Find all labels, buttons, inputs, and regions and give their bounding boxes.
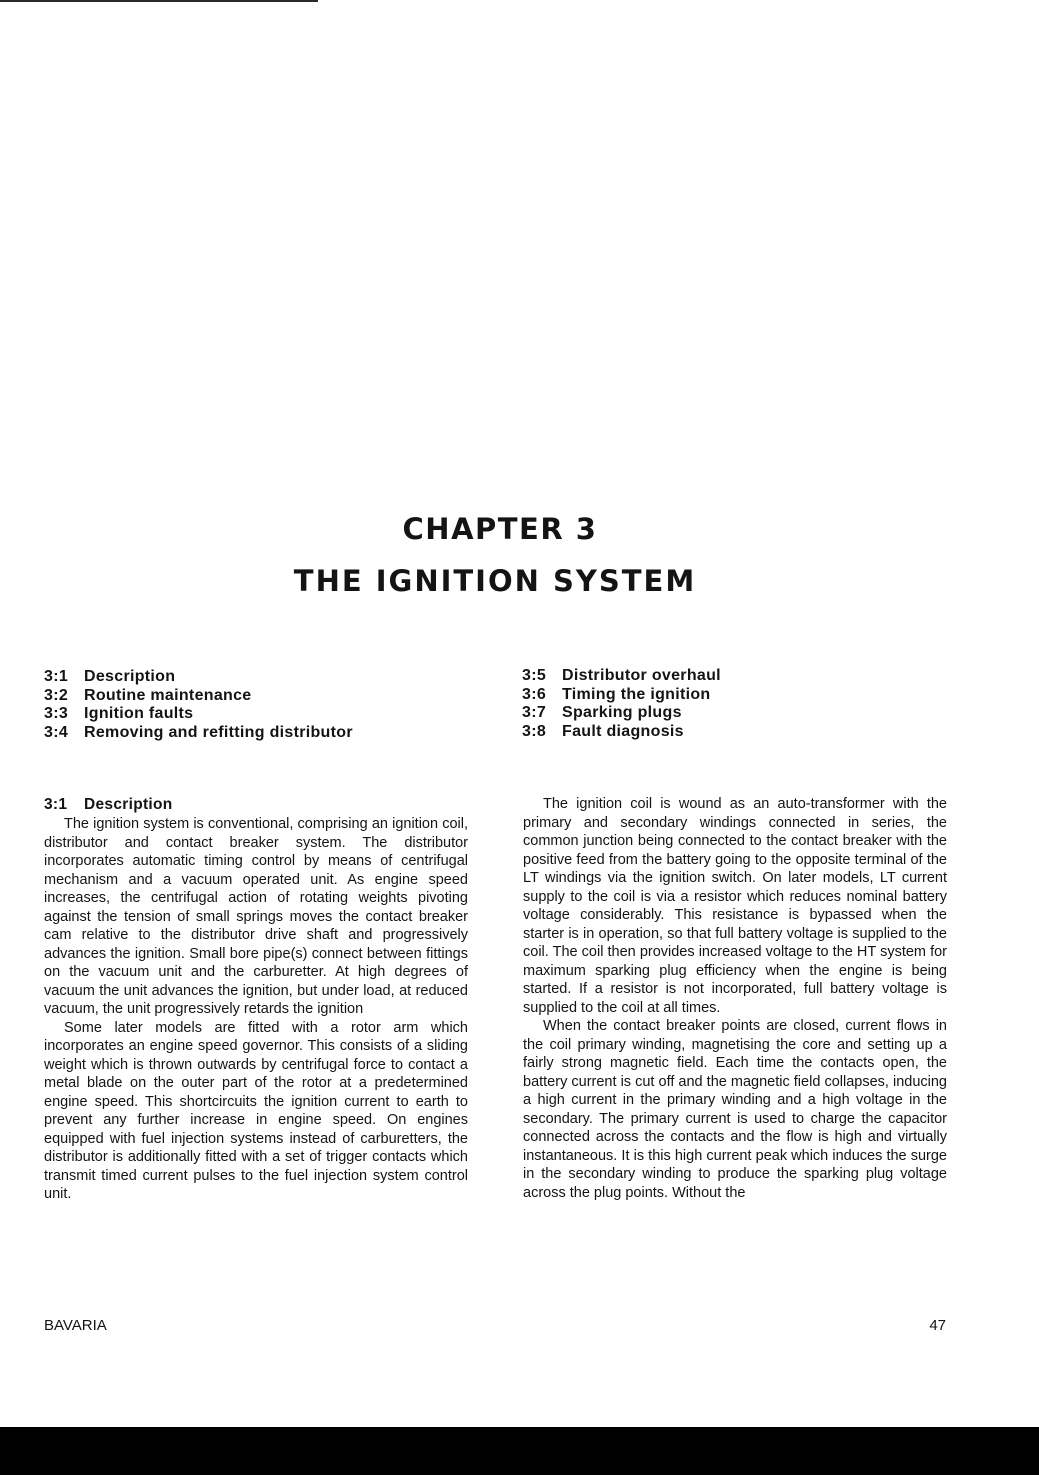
section-title: Description	[84, 796, 173, 813]
top-rule	[0, 0, 318, 2]
body-paragraph: When the contact breaker points are closed, current flows in the coil primary winding, magnetising the core and setting up a fairly strong magnetic field. Each time the contacts open, the battery current is cut off and the magnetic field collapses, inducing a high current in the primary winding and a high voltage in the secondary. The primary current is used to charge the capacitor connected across the contacts and the flow is high and virtually instantaneous. It is this high current peak which induces the surge in the secondary winding to produce the sparking plug voltage across the plug points. Without the	[523, 1018, 947, 1201]
contents-item-label: Ignition faults	[84, 705, 194, 722]
contents-item	[522, 704, 721, 723]
contents-item-label: Distributor overhaul	[562, 667, 721, 684]
section-heading	[44, 795, 468, 815]
contents-list-right	[522, 667, 721, 741]
chapter-number: CHAPTER 3	[402, 512, 598, 546]
contents-item-number: 3:4	[44, 723, 69, 741]
contents-item	[44, 668, 353, 687]
chapter-title: THE IGNITION SYSTEM	[293, 564, 697, 598]
contents-item-number: 3:8	[522, 722, 547, 740]
contents-item	[44, 687, 353, 706]
scan-edge-bar	[0, 1427, 1039, 1475]
text-column-right	[523, 795, 947, 1202]
body-paragraph: The ignition system is conventional, comprising an ignition coil, distributor and contact breaker system. The distributor incorporates automatic timing control by means of centrifugal mechanism and a vacuum operated unit. As engine speed increases, the centrifugal action of rotating weights pivoting against the tension of small springs moves the contact breaker cam relative to the distributor drive shaft and progressively advances the ignition. Small bore pipe(s) connect between fittings on the vacuum unit and the carburetter. At high degrees of vacuum the unit advances the ignition, but under load, at reduced vacuum, the unit progressively retards the ignition	[44, 816, 468, 1017]
footer-book-title: BAVARIA	[44, 1317, 107, 1334]
contents-item	[522, 667, 721, 686]
contents-item-number: 3:6	[522, 685, 547, 703]
contents-item	[522, 723, 721, 742]
page-number: 47	[929, 1317, 946, 1334]
contents-list-left	[44, 668, 353, 742]
contents-item-label: Timing the ignition	[562, 685, 711, 703]
body-paragraph: The ignition coil is wound as an auto-transformer with the primary and secondary windings connected in series, the common junction being connected to the contact breaker with the positive feed from the battery going to the opposite terminal of the LT windings via the ignition switch. On later models, LT current supply to the coil is via a resistor which reduces nominal battery voltage considerably. This resistance is bypassed when the starter is in operation, so that full battery voltage is supplied to the coil. The coil then provides increased voltage to the HT system for maximum sparking plug efficiency when the engine is being started. If a resistor is not incorporated, full battery voltage is supplied to the coil at all times.	[523, 796, 947, 1016]
contents-item	[44, 724, 353, 743]
contents-item-label: Removing and refitting distributor	[84, 723, 353, 741]
contents-item-number: 3:5	[522, 667, 547, 684]
contents-item-number: 3:3	[44, 705, 69, 722]
contents-item-number: 3:7	[522, 704, 547, 721]
contents-item-number: 3:1	[44, 668, 69, 685]
body-paragraph: Some later models are fitted with a rotor arm which incorporates an engine speed governor. This consists of a sliding weight which is thrown outwards by centrifugal force to contact a metal blade on the outer part of the rotor at a predetermined engine speed. This shortcircuits the ignition current to earth to prevent any further increase in engine speed. On engines equipped with fuel injection systems instead of carburetters, the distributor is additionally fitted with a set of trigger contacts which transmit timed current pulses to the fuel injection system control unit.	[44, 1019, 468, 1202]
contents-item-number: 3:2	[44, 686, 69, 704]
section-number: 3:1	[44, 796, 68, 813]
text-column-left	[44, 795, 468, 1204]
contents-item-label: Routine maintenance	[84, 686, 252, 704]
contents-item-label: Fault diagnosis	[562, 722, 684, 740]
contents-item-label: Description	[84, 668, 176, 685]
contents-item-label: Sparking plugs	[562, 704, 682, 721]
contents-item	[522, 686, 721, 705]
contents-item	[44, 705, 353, 724]
